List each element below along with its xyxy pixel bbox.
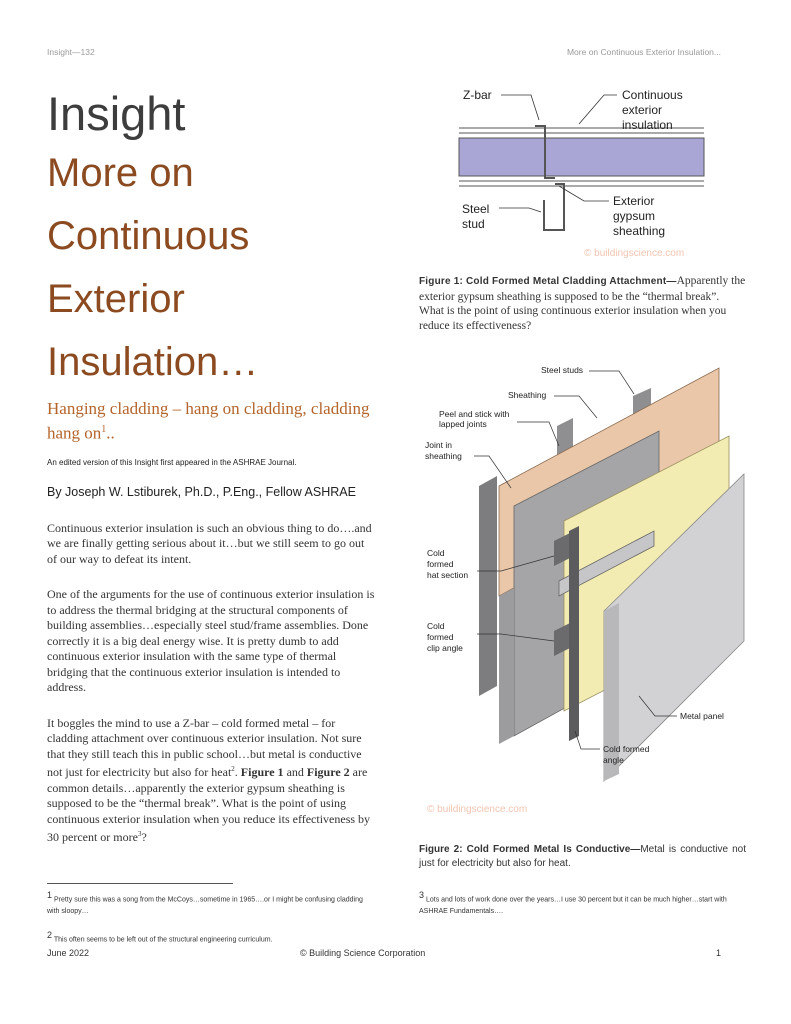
label-sheathing: sheathing bbox=[613, 224, 666, 238]
tagline-text: Hanging cladding – hang on cladding, cladding hang on bbox=[47, 399, 370, 443]
tagline-end: .. bbox=[106, 423, 115, 443]
footnote-1 bbox=[47, 889, 377, 918]
figure-1-caption-label: Figure 1: Cold Formed Metal Cladding Attachment— bbox=[419, 276, 677, 287]
figure-2-watermark: © buildingscience.com bbox=[427, 804, 528, 815]
edited-note: An edited version of this Insight first appeared in the ASHRAE Journal. bbox=[47, 457, 297, 467]
label-clip-formed: formed bbox=[427, 632, 454, 642]
article-title-line-1: More on bbox=[47, 151, 194, 195]
p3-text-e: ? bbox=[141, 830, 147, 845]
figure-1-caption-text: Apparently the exterior gypsum sheathing is supposed to be the “thermal break”. What is the point of using continuous exterior insulation when you reduce its effectiveness? bbox=[419, 275, 746, 332]
running-header-left: Insight—132 bbox=[47, 47, 95, 57]
label-steel-studs: Steel studs bbox=[541, 365, 584, 375]
p3-text-b: . bbox=[234, 765, 241, 780]
footnote-2-text: This often seems to be left out of the structural engineering curriculum. bbox=[53, 936, 273, 944]
label-cold-formed-angle: Cold formed bbox=[603, 744, 650, 754]
footnote-1-number: 1 bbox=[47, 890, 53, 900]
figure-2-caption-label: Figure 2: Cold Formed Metal Is Conductive— bbox=[419, 844, 641, 855]
sheathing-edge bbox=[499, 588, 514, 744]
insulation-layer bbox=[459, 138, 704, 176]
article-title-line-2: Continuous bbox=[47, 214, 250, 258]
tagline-footnote-ref[interactable]: 1 bbox=[101, 424, 107, 435]
label-peel-stick: Peel and stick with bbox=[439, 409, 510, 419]
article-title-line-3: Exterior bbox=[47, 277, 185, 321]
label-continuous: Continuous bbox=[622, 88, 683, 102]
cold-formed-angle bbox=[569, 526, 579, 741]
label-hat-cold: Cold bbox=[427, 548, 445, 558]
label-angle: angle bbox=[603, 755, 624, 765]
footer-page-number: 1 bbox=[716, 948, 722, 958]
footnote-rule bbox=[47, 883, 233, 884]
p3-text-a: It boggles the mind to use a Z-bar – cold formed metal – for cladding attachment over continuous exterior insulation. Not sure that they still teach this in public school…but metal is conductive not just for electricity but also for heat bbox=[47, 715, 362, 780]
figure-2-diagram bbox=[419, 356, 746, 826]
left-column bbox=[47, 86, 377, 846]
footnote-2-number: 2 bbox=[47, 930, 53, 940]
footnote-1-text: Pretty sure this was a song from the McCoys…sometime in 1965….or I might be confusing cladding with sloopy… bbox=[47, 896, 363, 916]
label-sheathing: Sheathing bbox=[508, 390, 547, 400]
steel-stud-shape bbox=[544, 184, 564, 230]
figure-2-caption bbox=[419, 843, 746, 871]
p3-text-c: and bbox=[283, 765, 307, 780]
label-hat-formed: formed bbox=[427, 559, 454, 569]
footnote-3-number: 3 bbox=[419, 890, 425, 900]
label-joint-in: Joint in bbox=[425, 440, 452, 450]
label-metal-panel: Metal panel bbox=[680, 711, 724, 721]
figure-2 bbox=[419, 356, 746, 871]
figure-2-caption-text: Metal is conductive not just for electricity but also for heat. bbox=[419, 844, 747, 869]
footnote-3 bbox=[419, 889, 746, 918]
article-title-line-4: Insulation… bbox=[47, 340, 259, 384]
label-exterior-2: Exterior bbox=[613, 194, 655, 208]
label-exterior: exterior bbox=[622, 103, 663, 117]
p3-text-d: are common details…apparently the exterior gypsum sheathing is supposed to be the “thermal break”. What is the point of using continuous exterior insulation when you reduce its effectiveness by 30 percent or more bbox=[47, 765, 371, 845]
label-gypsum: gypsum bbox=[613, 209, 656, 223]
label-stud: stud bbox=[462, 217, 485, 231]
footer-copyright: © Building Science Corporation bbox=[300, 948, 426, 958]
body-paragraph-3 bbox=[47, 716, 377, 846]
label-clip-angle: clip angle bbox=[427, 643, 463, 653]
page-title: Insight bbox=[47, 87, 186, 140]
label-joint-sheathing: sheathing bbox=[425, 451, 462, 461]
label-insulation: insulation bbox=[622, 118, 673, 132]
steel-stud-left bbox=[479, 476, 497, 696]
figure-2-ref: Figure 2 bbox=[306, 765, 350, 780]
running-header-right: More on Continuous Exterior Insulation... bbox=[566, 47, 721, 57]
label-lapped-joints: lapped joints bbox=[439, 419, 487, 429]
figure-1-watermark: © buildingscience.com bbox=[584, 248, 685, 259]
label-steel: Steel bbox=[462, 202, 490, 216]
footer-date: June 2022 bbox=[47, 948, 90, 958]
body-paragraph-1: Continuous exterior insulation is such an obvious thing to do….and we are finally getting serious about it…but we still seem to go out of our way to defeat its intent. bbox=[47, 520, 372, 566]
footnote-ref-2[interactable]: 2 bbox=[231, 765, 235, 774]
footnote-3-text: Lots and lots of work done over the years…I use 30 percent but it can be much higher…start with ASHRAE Fundamentals…. bbox=[419, 896, 727, 916]
footnote-ref-3[interactable]: 3 bbox=[137, 830, 142, 839]
byline: By Joseph W. Lstiburek, Ph.D., P.Eng., Fellow ASHRAE bbox=[47, 484, 356, 499]
figure-1 bbox=[419, 80, 746, 333]
label-zbar: Z-bar bbox=[463, 88, 492, 102]
figure-1-caption bbox=[419, 274, 746, 333]
footnote-2 bbox=[47, 929, 377, 946]
figure-1-diagram bbox=[419, 80, 746, 265]
label-hat-section: hat section bbox=[427, 570, 469, 580]
tagline bbox=[47, 398, 377, 444]
body-paragraph-2: One of the arguments for the use of continuous exterior insulation is to address the thermal bridging at the structural components of building assemblies…especially steel stud/frame assemblies. Done correctly it is a big deal energy wise. It is pretty dumb to add continuous exterior insulation with the same type of thermal bridging that the continuous exterior insulation is intended to address. bbox=[47, 587, 375, 695]
label-clip-cold: Cold bbox=[427, 621, 445, 631]
figure-1-ref: Figure 1 bbox=[240, 765, 284, 780]
